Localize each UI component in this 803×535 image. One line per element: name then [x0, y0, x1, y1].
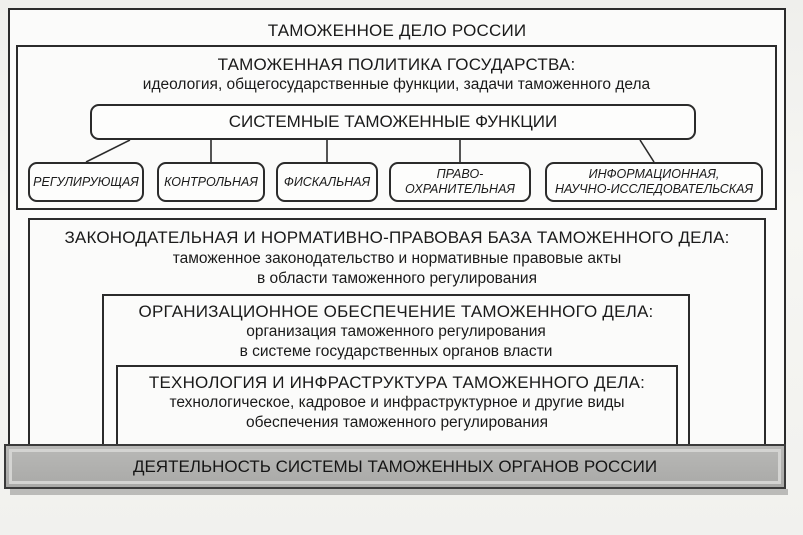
- legal-line1: таможенное законодательство и нормативные правовые акты: [172, 250, 622, 267]
- function-fiscal: [276, 162, 378, 202]
- technology-line2: обеспечения таможенного регулирования: [246, 414, 548, 431]
- foundation-label: ДЕЯТЕЛЬНОСТЬ СИСТЕМЫ ТАМОЖЕННЫХ ОРГАНОВ РОССИИ: [132, 456, 658, 476]
- system-functions-box: [90, 104, 696, 140]
- technology-line1: технологическое, кадровое и инфраструктурное и другие виды: [169, 394, 625, 411]
- customs-authorities-activity-bar: [4, 444, 786, 489]
- policy-heading: ТАМОЖЕННАЯ ПОЛИТИКА ГОСУДАРСТВА:: [217, 55, 576, 74]
- function-label-line1: ПРАВО-: [436, 167, 484, 181]
- function-regulating: [28, 162, 144, 202]
- function-label: [555, 167, 753, 197]
- function-label: [405, 167, 515, 197]
- customs-affairs-title: ТАМОЖЕННОЕ ДЕЛО РОССИИ: [267, 21, 527, 40]
- function-label: ФИСКАЛЬНАЯ: [283, 174, 371, 189]
- policy-subtitle: идеология, общегосударственные функции, задачи таможенного дела: [142, 76, 651, 93]
- function-control: [157, 162, 265, 202]
- organization-line1: организация таможенного регулирования: [246, 323, 546, 340]
- function-label-line2: НАУЧНО-ИССЛЕДОВАТЕЛЬСКАЯ: [555, 182, 753, 196]
- legal-line2: в области таможенного регулирования: [257, 270, 537, 287]
- function-label-line1: ИНФОРМАЦИОННАЯ,: [588, 167, 720, 181]
- function-label: РЕГУЛИРУЮЩАЯ: [33, 174, 139, 189]
- technology-heading: ТЕХНОЛОГИЯ И ИНФРАСТРУКТУРА ТАМОЖЕННОГО ДЕЛА:: [148, 373, 646, 392]
- legal-heading: ЗАКОНОДАТЕЛЬНАЯ И НОРМАТИВНО-ПРАВОВАЯ БАЗА ТАМОЖЕННОГО ДЕЛА:: [64, 228, 730, 247]
- system-functions-label: СИСТЕМНЫЕ ТАМОЖЕННЫЕ ФУНКЦИИ: [228, 112, 558, 131]
- function-label: КОНТРОЛЬНАЯ: [164, 174, 258, 189]
- organization-line2: в системе государственных органов власти: [239, 343, 553, 360]
- function-information-research: [545, 162, 763, 202]
- foundation-shadow: [10, 489, 788, 495]
- function-law-enforcement: [389, 162, 531, 202]
- organization-heading: ОРГАНИЗАЦИОННОЕ ОБЕСПЕЧЕНИЕ ТАМОЖЕННОГО ДЕЛА:: [138, 302, 654, 321]
- function-label-line2: ОХРАНИТЕЛЬНАЯ: [405, 182, 515, 196]
